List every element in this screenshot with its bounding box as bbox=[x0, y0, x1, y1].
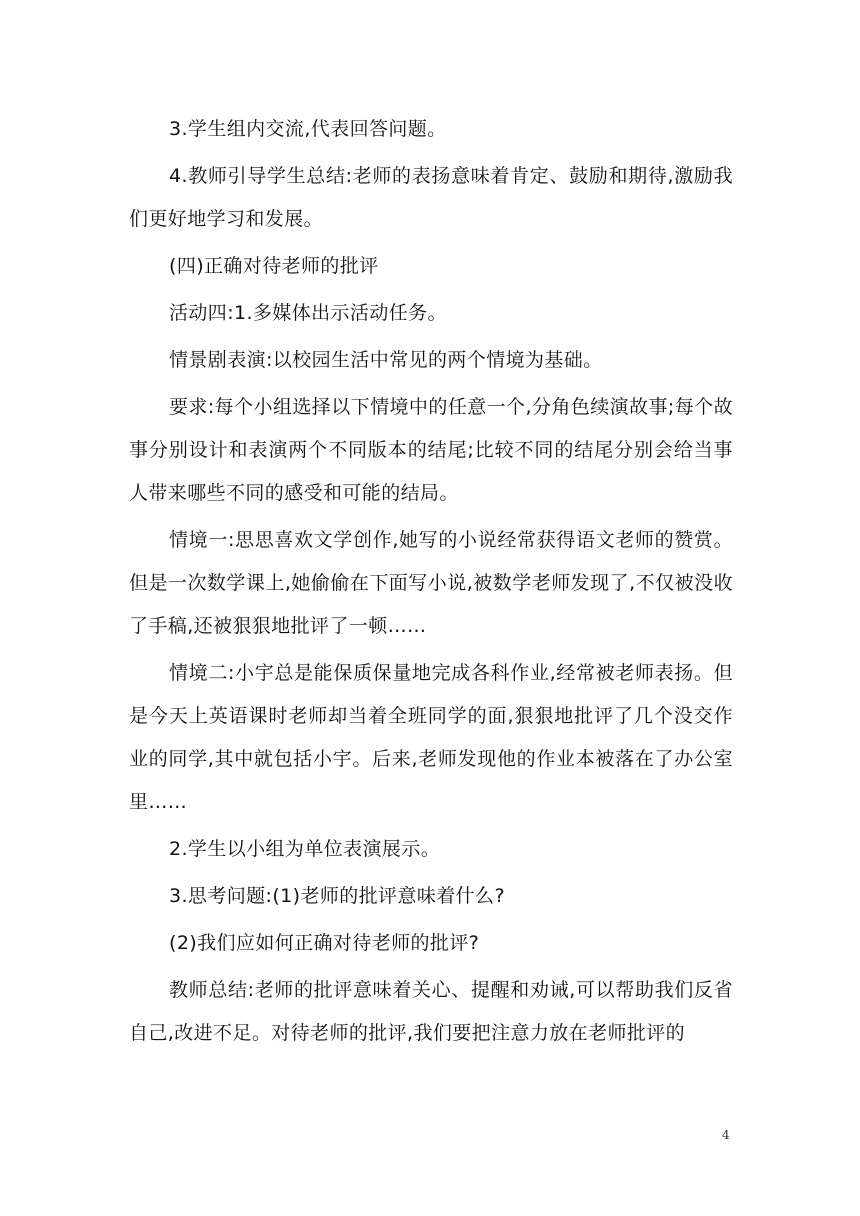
paragraph-question-two: (2)我们应如何正确对待老师的批评? bbox=[169, 932, 480, 954]
paragraph-scenario-two: 情境二:小宇总是能保质保量地完成各科作业,经常被老师表扬。但是今天上英语课时老师却当着全班同学的面,狠狠地批评了几个没交作业的同学,其中就包括小宇。后来,老师发现他的作业本被落在了办公室里…… bbox=[129, 662, 733, 813]
section-heading-criticism: (四)正确对待老师的批评 bbox=[169, 255, 379, 277]
paragraph-scenario-one: 情境一:思思喜欢文学创作,她写的小说经常获得语文老师的赞赏。但是一次数学课上,她偷偷在下面写小说,被数学老师发现了,不仅被没收了手稿,还被狠狠地批评了一顿…… bbox=[129, 529, 733, 637]
paragraph-step-3: 3.学生组内交流,代表回答问题。 bbox=[169, 118, 447, 140]
paragraph-activity-four: 活动四:1.多媒体出示活动任务。 bbox=[169, 302, 447, 324]
document-body bbox=[129, 108, 733, 1055]
paragraph-step-4: 4.教师引导学生总结:老师的表扬意味着肯定、鼓励和期待,激励我们更好地学习和发展。 bbox=[129, 165, 733, 230]
paragraph-group-performance: 2.学生以小组为单位表演展示。 bbox=[169, 838, 441, 860]
paragraph-question-one: 3.思考问题:(1)老师的批评意味着什么? bbox=[169, 885, 505, 907]
paragraph-role-play: 情景剧表演:以校园生活中常见的两个情境为基础。 bbox=[169, 349, 603, 371]
paragraph-teacher-summary: 教师总结:老师的批评意味着关心、提醒和劝诫,可以帮助我们反省自己,改进不足。对待老师的批评,我们要把注意力放在老师批评的 bbox=[129, 979, 733, 1044]
page-number: 4 bbox=[722, 1128, 730, 1142]
paragraph-requirements: 要求:每个小组选择以下情境中的任意一个,分角色续演故事;每个故事分别设计和表演两个不同版本的结尾;比较不同的结尾分别会给当事人带来哪些不同的感受和可能的结局。 bbox=[129, 396, 733, 504]
